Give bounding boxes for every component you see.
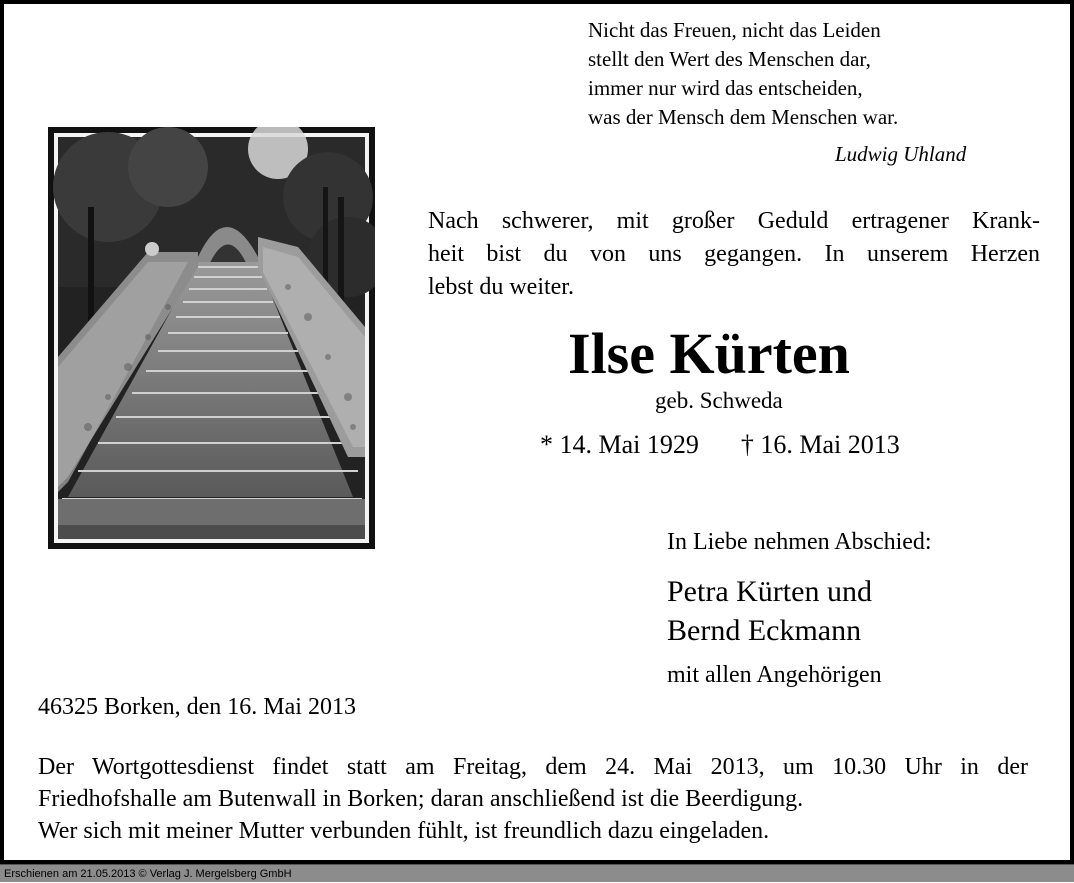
poem-line: stellt den Wert des Menschen dar, [588,47,871,71]
intro-text [428,205,1040,304]
service-line: Friedhofshalle am Butenwall in Borken; daran anschließend ist die Beerdigung. [38,786,804,812]
poem-author: Ludwig Uhland [835,142,967,166]
relatives-note: mit allen Angehörigen [667,662,882,688]
poem-line: immer nur wird das entscheiden, [588,76,863,100]
intro-line: Nach schwerer, mit großer Geduld ertragener Krank- [428,208,1040,234]
intro-line: heit bist du von uns gegangen. In unserem Herzen [428,241,1040,267]
publication-footer: Erschienen am 21.05.2013 © Verlag J. Mergelsberg GmbH [0,864,1074,882]
mourner-name: Petra Kürten und [667,575,872,608]
intro-line: lebst du weiter. [428,274,574,300]
staircase-photo [48,127,375,549]
farewell-heading: In Liebe nehmen Abschied: [667,529,932,555]
poem-line: was der Mensch dem Menschen war. [588,105,899,129]
service-info [38,751,1028,847]
poem [588,16,898,132]
service-line: Wer sich mit meiner Mutter verbunden fühlt, ist freundlich dazu eingeladen. [38,818,770,844]
place-date: 46325 Borken, den 16. Mai 2013 [38,694,356,720]
service-line: Der Wortgottesdienst findet statt am Freitag, dem 24. Mai 2013, um 10.30 Uhr in der [38,754,1028,780]
death-date: † 16. Mai 2013 [740,430,900,459]
life-dates [540,430,900,460]
mourner-name: Bernd Eckmann [667,614,862,647]
staircase-image [48,127,375,549]
birth-date: * 14. Mai 1929 [540,430,699,459]
poem-line: Nicht das Freuen, nicht das Leiden [588,18,881,42]
birth-name: geb. Schweda [655,388,783,413]
deceased-name: Ilse Kürten [568,321,850,386]
